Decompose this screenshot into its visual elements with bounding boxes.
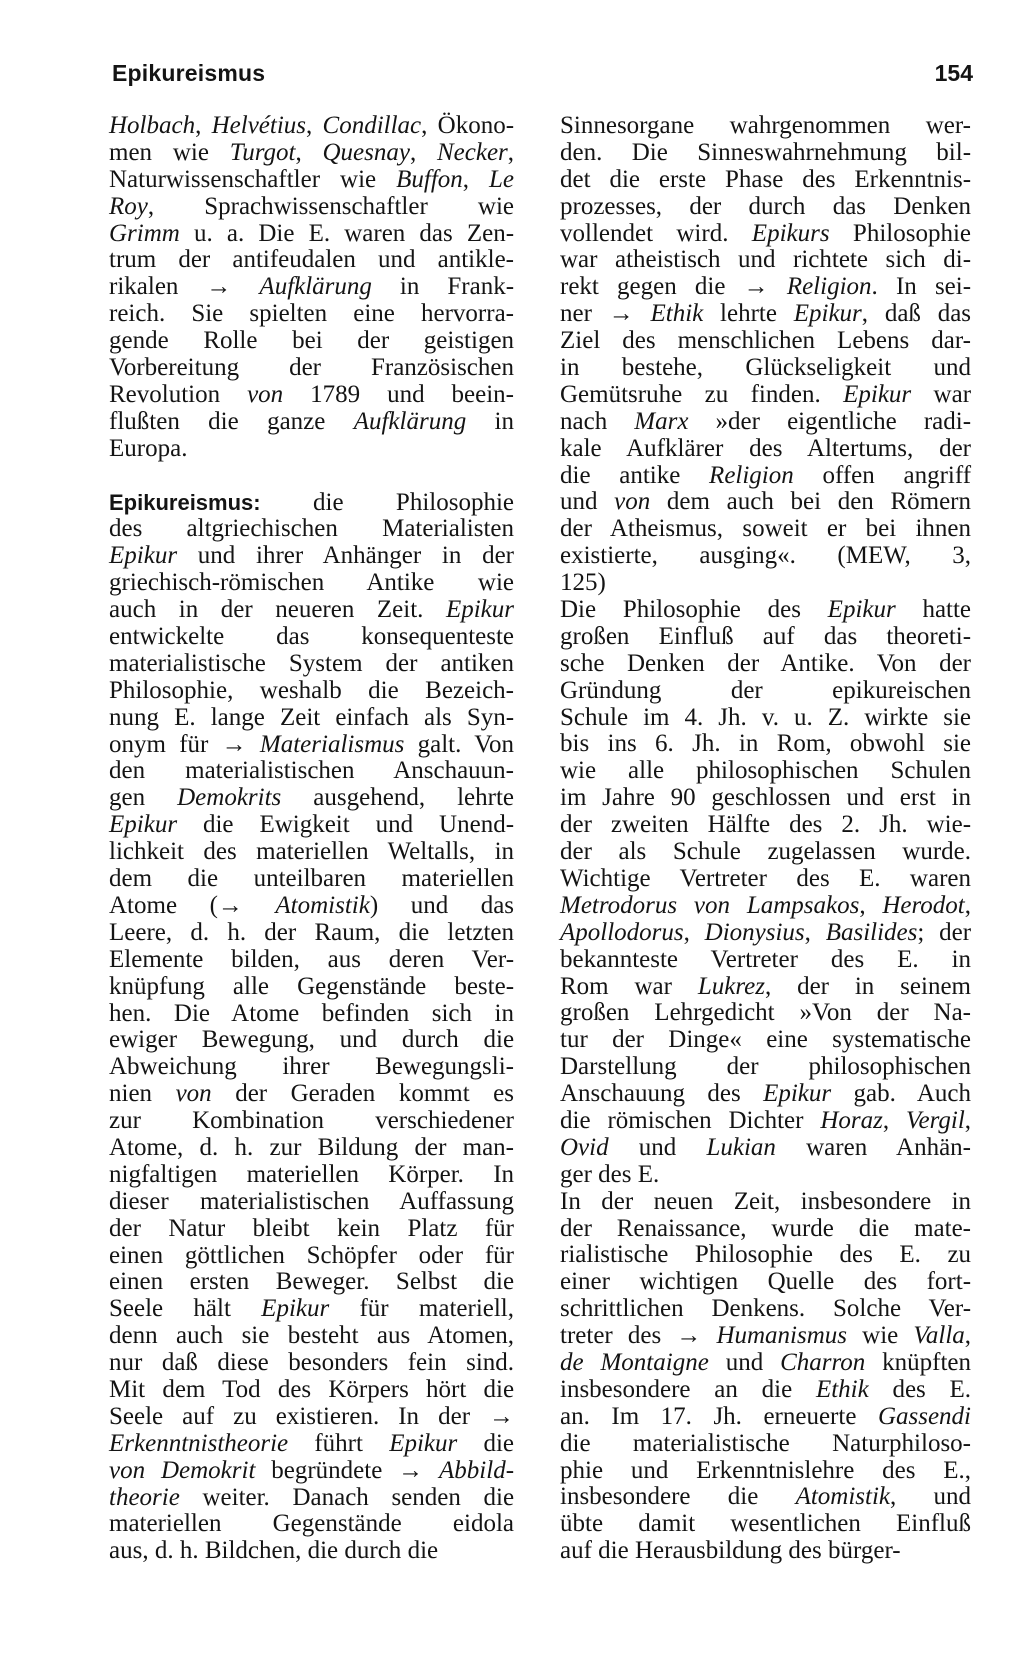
text-line: Darstellung der philosophischen: [560, 1053, 971, 1081]
text-line: lichkeit des materiellen Weltalls, in: [109, 838, 515, 866]
text-line: Schule im 4. Jh. v. u. Z. wirkte sie: [560, 703, 972, 731]
text-line: Ovid und Lukian waren Anhän-: [560, 1133, 971, 1161]
text-line: großen Einfluß auf das theoreti-: [560, 622, 972, 650]
text-line: ner → Ethik lehrte Epikur, daß das: [560, 300, 972, 328]
text-line: die materialistische Naturphiloso-: [560, 1429, 971, 1457]
text-line: det die erste Phase des Erkenntnis-: [560, 165, 972, 193]
text-line: den. Die Sinneswahrnehmung bil-: [560, 138, 972, 166]
text-line: denn auch sie besteht aus Atomen,: [109, 1322, 515, 1350]
text-line: einen ersten Beweger. Selbst die: [109, 1268, 515, 1296]
text-line: Ziel des menschlichen Lebens dar-: [560, 327, 971, 355]
text-line: nien von der Geraden kommt es: [109, 1080, 514, 1108]
text-line: Erkenntnistheorie führt Epikur die: [109, 1429, 514, 1457]
text-line: materiellen Gegenstände eidola: [109, 1510, 515, 1538]
text-line: existierte, ausging«. (MEW, 3,: [560, 542, 972, 570]
text-line: aus, d. h. Bildchen, die durch die: [109, 1537, 439, 1565]
text-line: ger des E.: [560, 1160, 660, 1188]
text-line: phie und Erkenntnislehre des E.,: [560, 1456, 971, 1484]
text-line: war atheistisch und richtete sich di-: [560, 246, 972, 274]
running-title: Epikureismus: [112, 60, 266, 86]
entry-term: Epikureismus:: [109, 489, 261, 515]
text-line: schrittlichen Denkens. Solche Ver-: [560, 1295, 972, 1323]
text-line: Roy, Sprachwissenschaftler wie: [109, 192, 514, 220]
text-line: hen. Die Atome befinden sich in: [109, 999, 514, 1027]
text-line: Die Philosophie des Epikur hatte: [560, 596, 972, 624]
text-line: auch in der neueren Zeit. Epikur: [109, 596, 514, 624]
text-line: flußten die ganze Aufklärung in: [109, 407, 514, 435]
text-line: wie alle philosophischen Schulen: [560, 757, 972, 785]
page-number: 154: [934, 60, 973, 86]
text-line: rekt gegen die → Religion. In sei-: [560, 273, 972, 301]
text-line: die antike Religion offen angriff: [560, 461, 972, 489]
entry-body-left: [109, 516, 514, 1565]
text-line: bis ins 6. Jh. in Rom, obwohl sie: [560, 730, 972, 758]
text-line: Leere, d. h. der Raum, die letzten: [109, 918, 515, 946]
text-line: Abweichung ihrer Bewegungsli-: [109, 1053, 515, 1081]
text-line: der Atheismus, soweit er bei ihnen: [560, 515, 972, 543]
paragraph-continuation: [109, 113, 514, 463]
text-line: Naturwissenschaftler wie Buffon, Le: [109, 165, 515, 193]
text-line: sche Denken der Antike. Von der: [560, 649, 971, 677]
text-line: entwickelte das konsequenteste: [109, 623, 515, 651]
text-line: Gründung der epikureischen: [560, 676, 971, 704]
text-line: knüpfung alle Gegenstände beste-: [109, 972, 515, 1000]
text-line: Revolution von 1789 und beein-: [109, 380, 514, 408]
text-line: die römischen Dichter Horaz, Vergil,: [560, 1106, 972, 1134]
text-line: Epikur die Ewigkeit und Unend-: [109, 811, 515, 839]
text-line: Gemütsruhe zu finden. Epikur war: [560, 380, 972, 408]
text-line: men wie Turgot, Quesnay, Necker,: [109, 138, 515, 166]
text-line: reich. Sie spielten eine hervorra-: [109, 300, 515, 328]
text-line: einer wichtigen Quelle des fort-: [560, 1268, 972, 1296]
text-line: In der neuen Zeit, insbesondere in: [560, 1187, 972, 1215]
text-line: nigfaltigen materiellen Körper. In: [109, 1160, 515, 1188]
text-line: tur der Dinge« eine systematische: [560, 1026, 971, 1054]
entry-first-line-text: die Philosophie: [260, 488, 514, 516]
text-line: Atome (→ Atomistik) und das: [109, 891, 515, 919]
text-line: Rom war Lukrez, der in seinem: [560, 972, 971, 1000]
text-line: des altgriechischen Materialisten: [109, 515, 514, 543]
text-line: nung E. lange Zeit einfach als Syn-: [109, 703, 515, 731]
text-line: theorie weiter. Danach senden die: [109, 1483, 515, 1511]
text-line: treter des → Humanismus wie Valla,: [560, 1322, 972, 1350]
text-line: von Demokrit begründete → Abbild-: [109, 1456, 515, 1484]
text-line: Epikur und ihrer Anhänger in der: [109, 542, 514, 570]
text-line: gen Demokrits ausgehend, lehrte: [109, 784, 515, 812]
text-line: der Renaissance, wurde die mate-: [560, 1214, 971, 1242]
text-line: Wichtige Vertreter des E. waren: [560, 864, 971, 892]
text-line: dieser materialistischen Auffassung: [109, 1187, 514, 1215]
text-line: Atome, d. h. zur Bildung der man-: [109, 1133, 514, 1161]
text-line: 125): [560, 569, 606, 597]
text-line: der als Schule zugelassen wurde.: [560, 838, 972, 866]
paragraph-gap: [109, 463, 514, 490]
right-column: [560, 113, 971, 1565]
text-line: nach Marx »der eigentliche radi-: [560, 407, 972, 435]
text-line: Vorbereitung der Französischen: [109, 354, 514, 382]
text-line: nur daß diese besonders fein sind.: [109, 1349, 515, 1377]
text-line: Elemente bilden, aus deren Ver-: [109, 945, 515, 973]
text-line: zur Kombination verschiedener: [109, 1107, 515, 1135]
entry-first-line: [109, 490, 514, 517]
text-line: bekannteste Vertreter des E. in: [560, 945, 972, 973]
left-column: [109, 113, 514, 1565]
text-line: Mit dem Tod des Körpers hört die: [109, 1375, 515, 1403]
text-line: kale Aufklärer des Altertums, der: [560, 434, 971, 462]
text-line: Europa.: [109, 434, 188, 462]
text-line: dem die unteilbaren materiellen: [109, 865, 514, 893]
entry-epikureismus: [109, 490, 514, 1566]
text-line: insbesondere an die Ethik des E.: [560, 1375, 972, 1403]
text-line: der Natur bleibt kein Platz für: [109, 1214, 515, 1242]
text-line: griechisch-römischen Antike wie: [109, 569, 515, 597]
text-line: de Montaigne und Charron knüpften: [560, 1348, 972, 1376]
text-line: einen göttlichen Schöpfer oder für: [109, 1241, 515, 1269]
text-line: im Jahre 90 geschlossen und erst in: [560, 784, 972, 812]
text-line: onym für → Materialismus galt. Von: [109, 730, 515, 758]
text-line: Philosophie, weshalb die Bezeich-: [109, 676, 514, 704]
text-line: übte damit wesentlichen Einfluß: [560, 1510, 972, 1538]
text-line: Grimm u. a. Die E. waren das Zen-: [109, 219, 515, 247]
text-line: trum der antifeudalen und antikle-: [109, 246, 514, 274]
text-line: Sinnesorgane wahrgenommen wer-: [560, 112, 972, 139]
text-line: vollendet wird. Epikurs Philosophie: [560, 219, 971, 247]
text-line: Holbach, Helvétius, Condillac, Ökono-: [109, 112, 515, 139]
text-line: ewiger Bewegung, und durch die: [109, 1026, 515, 1054]
text-line: materialistische System der antiken: [109, 649, 515, 677]
text-line: in bestehe, Glückseligkeit und: [560, 354, 972, 382]
text-line: gende Rolle bei der geistigen: [109, 327, 515, 355]
text-line: Seele hält Epikur für materiell,: [109, 1295, 514, 1323]
text-line: insbesondere die Atomistik, und: [560, 1483, 972, 1511]
text-line: Seele auf zu existieren. In der →: [109, 1402, 515, 1430]
text-line: der zweiten Hälfte des 2. Jh. wie-: [560, 811, 972, 839]
text-line: auf die Herausbildung des bürger-: [560, 1537, 901, 1565]
text-line: Anschauung des Epikur gab. Auch: [560, 1080, 971, 1108]
text-line: großen Lehrgedicht »Von der Na-: [560, 999, 971, 1027]
text-line: Metrodorus von Lampsakos, Herodot,: [560, 891, 972, 919]
text-line: und von dem auch bei den Römern: [560, 488, 971, 516]
text-line: Apollodorus, Dionysius, Basilides; der: [560, 918, 972, 946]
entry-body-right: [560, 113, 971, 1565]
text-line: den materialistischen Anschauun-: [109, 757, 514, 785]
text-line: rialistische Philosophie des E. zu: [560, 1241, 972, 1269]
text-line: prozesses, der durch das Denken: [560, 192, 972, 220]
text-line: rikalen → Aufklärung in Frank-: [109, 273, 515, 301]
text-line: an. Im 17. Jh. erneuerte Gassendi: [560, 1402, 971, 1430]
